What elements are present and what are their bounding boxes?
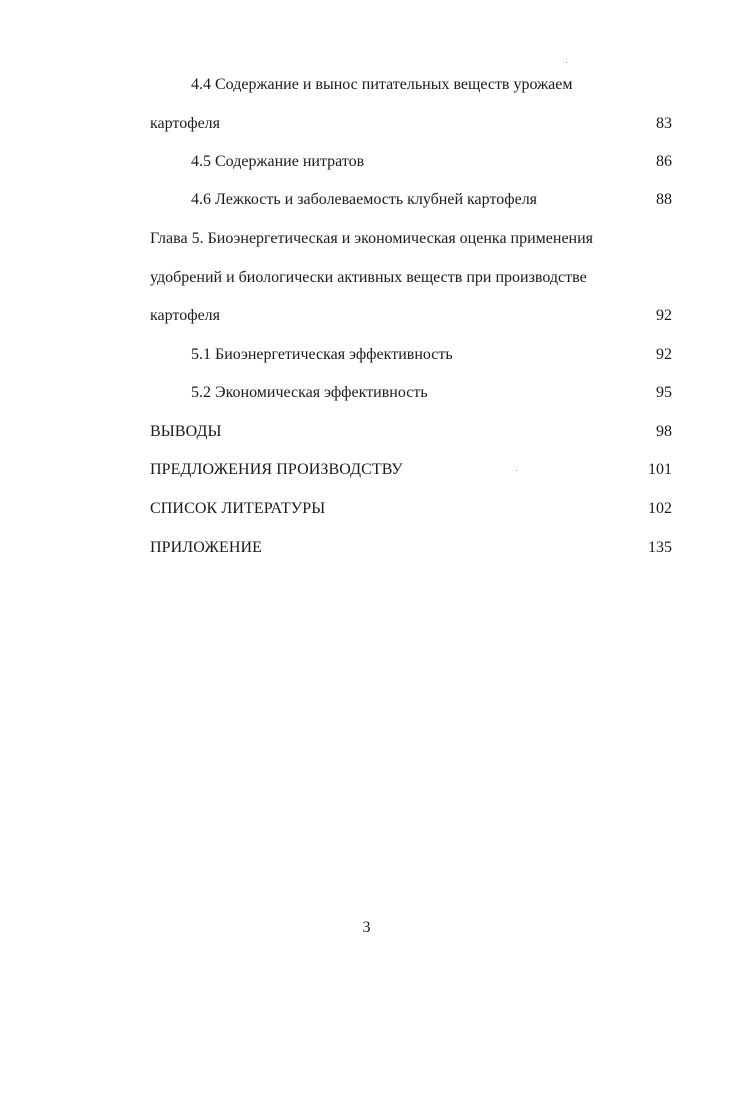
toc-entry-page: 92 bbox=[656, 307, 672, 324]
toc-entry-references bbox=[0, 498, 733, 520]
toc-entry-page: 83 bbox=[656, 115, 672, 132]
toc-entry-chapter-5-continued bbox=[0, 267, 733, 289]
toc-entry-title: СПИСОК ЛИТЕРАТУРЫ bbox=[150, 500, 326, 517]
toc-entry-title: картофеля bbox=[150, 115, 221, 132]
toc-entry-title: 4.5 Содержание нитратов bbox=[191, 153, 365, 170]
toc-entry-page: 92 bbox=[656, 346, 672, 363]
toc-entry-page: 86 bbox=[656, 153, 672, 170]
toc-entry-page: 102 bbox=[648, 500, 672, 517]
toc-entry-page: 135 bbox=[648, 539, 672, 556]
toc-entry-chapter-5 bbox=[0, 228, 733, 250]
toc-entry-5-1 bbox=[0, 344, 733, 366]
toc-entry-4-4 bbox=[0, 74, 733, 96]
toc-entry-conclusions bbox=[0, 421, 733, 443]
toc-entry-page: 98 bbox=[656, 423, 672, 440]
toc-entry-chapter-5-end bbox=[0, 305, 733, 327]
toc-entry-title: картофеля bbox=[150, 307, 221, 324]
toc-entry-title: Глава 5. Биоэнергетическая и экономическая оценка применения bbox=[150, 230, 594, 247]
toc-entry-page: 88 bbox=[656, 191, 672, 208]
toc-entry-4-4-continued bbox=[0, 113, 733, 135]
toc-entry-title: удобрений и биологически активных веществ при производстве bbox=[150, 269, 587, 286]
toc-entry-page: 95 bbox=[656, 384, 672, 401]
toc-entry-appendix bbox=[0, 537, 733, 559]
toc-entry-5-2 bbox=[0, 382, 733, 404]
toc-entry-proposals bbox=[0, 459, 733, 481]
toc-entry-title: ПРИЛОЖЕНИЕ bbox=[150, 539, 263, 556]
toc-entry-title: 4.4 Содержание и вынос питательных веществ урожаем bbox=[191, 76, 573, 93]
scan-speck bbox=[566, 62, 567, 63]
page-number: 3 bbox=[362, 919, 371, 936]
scan-speck bbox=[516, 470, 517, 471]
toc-entry-title: 4.6 Лежкость и заболеваемость клубней картофеля bbox=[191, 191, 538, 208]
toc-entry-title: 5.1 Биоэнергетическая эффективность bbox=[191, 346, 453, 363]
toc-entry-4-6 bbox=[0, 189, 733, 211]
toc-entry-title: ПРЕДЛОЖЕНИЯ ПРОИЗВОДСТВУ bbox=[150, 461, 403, 478]
toc-entry-title: 5.2 Экономическая эффективность bbox=[191, 384, 428, 401]
toc-entry-page: 101 bbox=[648, 461, 672, 478]
toc-entry-4-5 bbox=[0, 151, 733, 173]
toc-entry-title: ВЫВОДЫ bbox=[150, 423, 222, 440]
